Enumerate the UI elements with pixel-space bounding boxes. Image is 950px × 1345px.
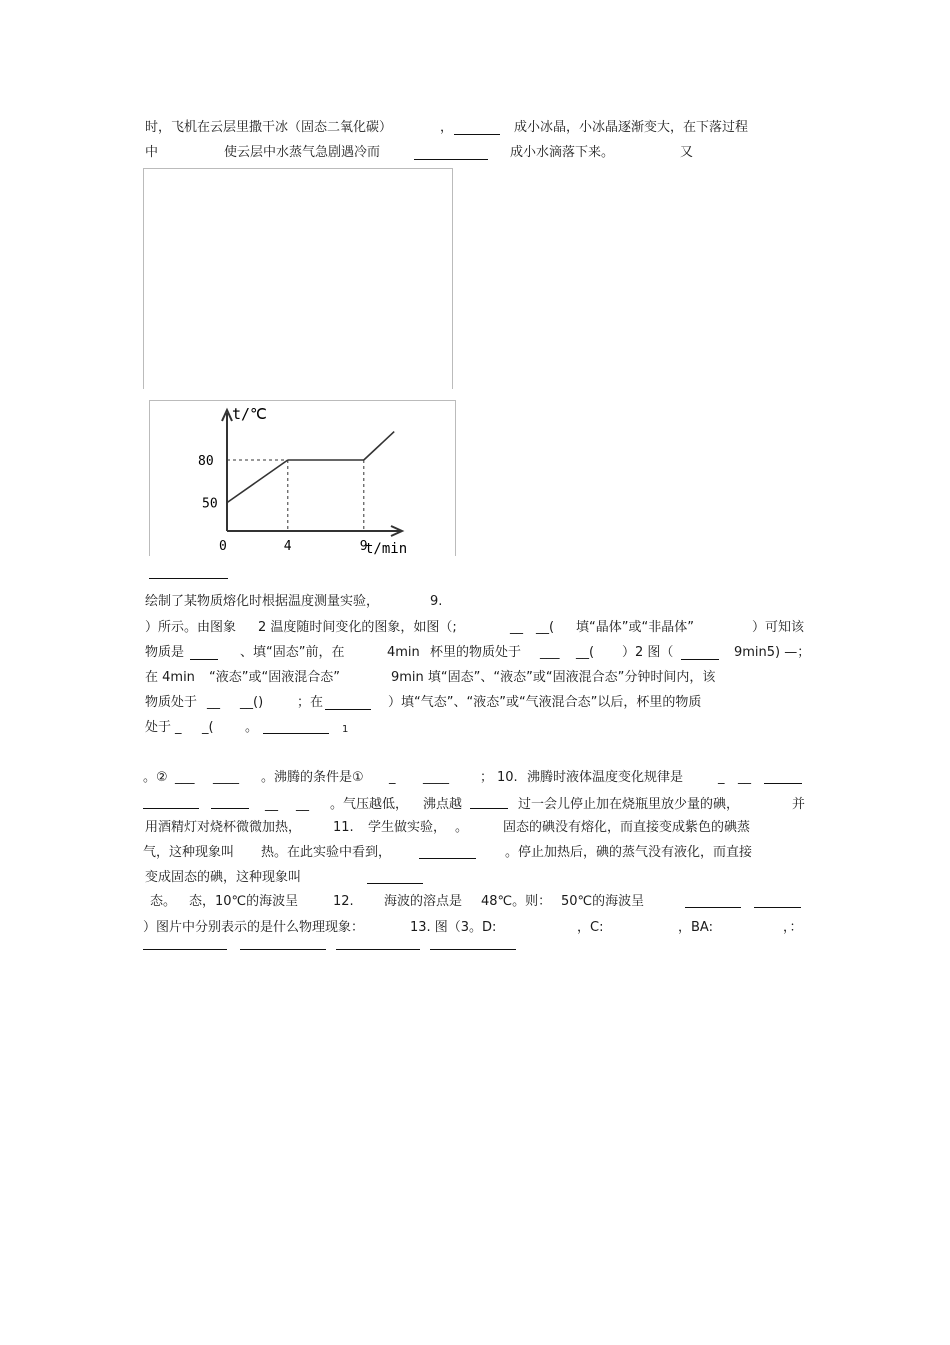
- answer-blank[interactable]: [430, 949, 516, 950]
- text-line: 在 4min: [145, 670, 195, 685]
- text-fragment: 又: [680, 145, 694, 160]
- text-fragment: __: [296, 797, 309, 812]
- text-line: 态，10℃的海波呈: [189, 894, 299, 909]
- x-tick-label-4: 4: [283, 539, 292, 554]
- text-line: 物质处于: [145, 695, 198, 710]
- text-fragment: 并: [792, 797, 806, 812]
- text-fragment: __: [207, 695, 220, 710]
- text-fragment: 。: [455, 820, 469, 835]
- text-fragment: ，C:: [577, 920, 604, 935]
- text-fragment: _: [389, 770, 396, 785]
- answer-blank[interactable]: [419, 858, 476, 859]
- answer-blank[interactable]: [764, 783, 802, 784]
- answer-blank[interactable]: [681, 659, 719, 660]
- question-number: 13. 图（3: [410, 920, 470, 935]
- y-axis-label: t/℃: [232, 405, 267, 423]
- answer-blank[interactable]: [367, 883, 423, 884]
- text-fragment: 。D:: [469, 920, 497, 935]
- text-line: 填“晶体”或“非晶体”: [576, 620, 694, 635]
- answer-blank[interactable]: [143, 808, 199, 809]
- text-fragment: ；: [480, 770, 494, 785]
- text-line: 。停止加热后，碘的蒸气没有液化，而直接: [505, 845, 753, 860]
- text-line-1-end: 成小冰晶，小冰晶逐渐变大，在下落过程: [514, 120, 749, 135]
- question-number: 12.: [333, 894, 354, 909]
- text-line: 。沸腾的条件是①: [261, 770, 364, 785]
- text-line: 热。在此实验中看到，: [261, 845, 392, 860]
- text-fragment: ___: [540, 645, 560, 660]
- temperature-graph: [149, 400, 456, 556]
- text-fragment: ；在: [297, 695, 324, 710]
- text-line: 48℃。则：: [481, 894, 552, 909]
- answer-blank[interactable]: [211, 808, 249, 809]
- text-line: 9min 填“固态”、“液态”或“固液混合态”分钟时间内，该: [391, 670, 716, 685]
- text-fragment: ___: [175, 770, 195, 785]
- text-fragment: __: [265, 797, 278, 812]
- answer-blank[interactable]: [336, 949, 420, 950]
- curve-segment: [227, 460, 288, 503]
- text-line: 物质是: [145, 645, 185, 660]
- text-line: 沸点越: [423, 797, 463, 812]
- text-line: ）所示。由图象: [145, 620, 237, 635]
- origin-label: 0: [219, 539, 227, 554]
- answer-blank[interactable]: [190, 659, 218, 660]
- y-tick-label-50: 50: [202, 496, 218, 512]
- x-axis-label: t/min: [365, 541, 408, 556]
- answer-blank[interactable]: [149, 578, 228, 579]
- text-fragment: 9min5) —；: [734, 645, 811, 660]
- text-fragment: __(): [240, 695, 264, 710]
- question-number: 10.: [497, 770, 518, 785]
- text-line: 沸腾时液体温度变化规律是: [527, 770, 684, 785]
- text-fragment: _: [718, 770, 725, 785]
- text-line: 变成固态的碘，这种现象叫: [145, 870, 302, 885]
- text-fragment: 。②: [143, 770, 168, 785]
- text-line: 气，这种现象叫: [143, 845, 235, 860]
- comma: ，: [440, 120, 454, 135]
- answer-blank[interactable]: [470, 808, 508, 809]
- text-fragment: __(: [576, 645, 595, 660]
- text-line-2-end: 成小水滴落下来。: [510, 145, 615, 160]
- text-line: “液态”或“固液混合态”: [209, 670, 340, 685]
- text-fragment: __(: [536, 620, 555, 635]
- text-line-1: 时，飞机在云层里撒干冰（固态二氧化碳）: [145, 120, 393, 135]
- text-line: 过一会儿停止加在烧瓶里放少量的碘，: [518, 797, 740, 812]
- text-line: ）图片中分别表示的是什么物理现象：: [143, 920, 365, 935]
- text-line: 、填“固态”前，在: [240, 645, 345, 660]
- question-number: 9.: [430, 594, 443, 609]
- x-tick-label-9: 9: [359, 539, 368, 554]
- text-line: 海波的溶点是: [384, 894, 463, 909]
- text-fragment: 4min: [387, 645, 420, 660]
- text-fragment: 态。: [150, 894, 177, 909]
- text-line: ）可知该: [752, 620, 805, 635]
- text-line: 固态的碘没有熔化，而直接变成紫色的碘蒸: [503, 820, 751, 835]
- text-line: 学生做实验，: [368, 820, 447, 835]
- text-line: 2 温度随时间变化的图象，如图（;: [258, 620, 457, 635]
- answer-blank[interactable]: [143, 949, 227, 950]
- text-line: ）填“气态”、“液态”或“气液混合态”以后，杯里的物质: [388, 695, 702, 710]
- text-line: 。气压越低，: [330, 797, 409, 812]
- text-line: 绘制了某物质熔化时根据温度测量实验，: [145, 594, 380, 609]
- text-fragment: ）2 图（: [622, 645, 674, 660]
- answer-blank[interactable]: [454, 134, 500, 135]
- text-fragment: __: [510, 620, 523, 635]
- text-line: 杯里的物质处于: [430, 645, 522, 660]
- answer-blank[interactable]: [754, 907, 801, 908]
- text-fragment: ____: [213, 770, 239, 785]
- text-fragment: ，：: [783, 920, 803, 935]
- answer-blank[interactable]: [325, 709, 371, 710]
- text-fragment: _: [175, 720, 182, 735]
- footnote-number: 1: [342, 724, 349, 735]
- text-fragment: 。: [245, 720, 259, 735]
- image-placeholder: [143, 168, 453, 389]
- text-fragment: ，BA:: [678, 920, 713, 935]
- answer-blank[interactable]: [240, 949, 326, 950]
- question-number: 11.: [333, 820, 354, 835]
- answer-blank[interactable]: [414, 159, 488, 160]
- text-fragment: __: [738, 770, 751, 785]
- graph-svg: [150, 401, 455, 556]
- text-fragment: ____: [423, 770, 449, 785]
- y-tick-label-80: 80: [198, 454, 214, 469]
- text-line: 50℃的海波呈: [561, 894, 645, 909]
- answer-blank[interactable]: [263, 733, 329, 734]
- answer-blank[interactable]: [685, 907, 741, 908]
- text-line: 用酒精灯对烧杯微微加热，: [145, 820, 302, 835]
- text-line: 处于: [145, 720, 172, 735]
- curve-segment: [364, 432, 394, 460]
- text-fragment: _(: [202, 720, 214, 735]
- text-line-2: 使云层中水蒸气急剧遇冷而: [224, 145, 381, 160]
- text-line-2-start: 中: [145, 145, 159, 160]
